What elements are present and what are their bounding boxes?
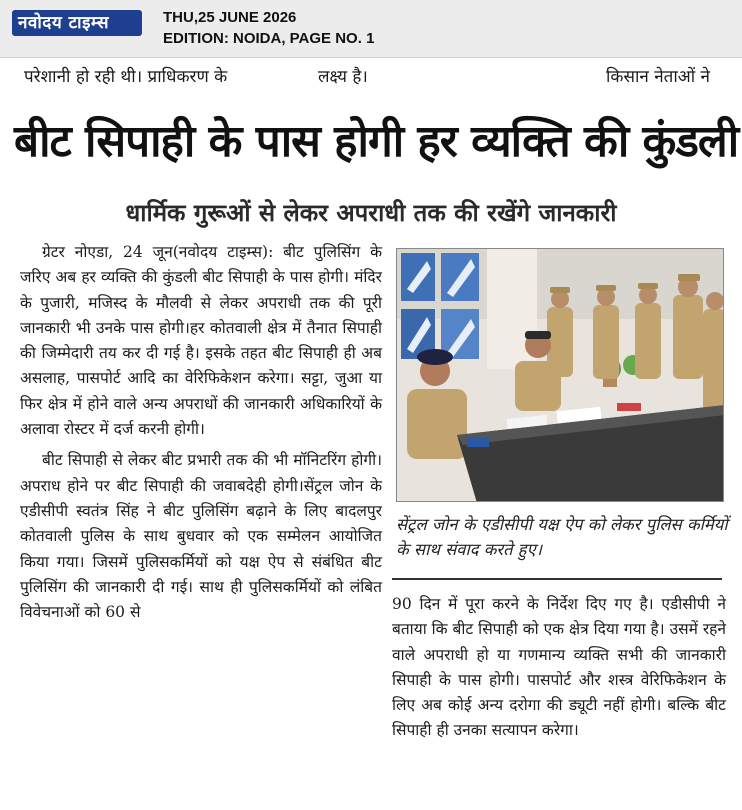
caption-divider xyxy=(392,578,722,580)
article-paragraph: ग्रेटर नोएडा, 24 जून(नवोदय टाइम्स): बीट पुलिसिंग के जरिए अब हर व्यक्ति की कुंडली बीट सिपाही के पास होगी। मंदिर के पुजारी, मजिस्द के मौलवी से लेकर अपराधी तक की पूरी जानकारी भी उनके पास होगी।हर कोतवाली क्षेत्र में तैनात सिपाही की जिम्मेदारी तय कर दी गई है। इसके तहत बीट सिपाही ही अब असलाह, पासपोर्ट आदि का वेरिफिकेशन करेगा। सट्टा, जुआ या फिर क्षेत्र में होने वाले अन्य अपराधों की जानकारी अधिकारियों के अलावा रोस्टर में दर्ज करनी होगी। xyxy=(20,243,382,439)
previous-article-col1: परेशानी हो रही थी। प्राधिकरण के xyxy=(24,67,228,87)
edition-date: THU,25 JUNE 2026 xyxy=(163,9,297,26)
article-photo xyxy=(396,248,724,502)
previous-article-col3: किसान नेताओं ने xyxy=(606,67,710,87)
photo-caption: सेंट्रल जोन के एडीसीपी यक्ष ऐप को लेकर पुलिस कर्मियों के साथ संवाद करते हुए। xyxy=(396,515,728,559)
newspaper-logo: नवोदय टाइम्स xyxy=(12,10,142,36)
article-paragraph: बीट सिपाही से लेकर बीट प्रभारी तक की भी मॉनिटरिंग होगी। अपराध होने पर बीट सिपाही की जवाबदेही होगी।सेंट्रल जोन के एडीसीपी स्वतंत्र सिंह ने बीट पुलिसिंग बढ़ाने के लिए बादलपुर कोतवाली पुलिस के साथ बुधवार को एक सम्मेलन आयोजित किया गया। जिसमें पुलिसकर्मियों को यक्ष ऐप से संबंधित बीट पुलिसिंग की जानकारी दी गई। साथ ही पुलिसकर्मियों को लंबित विवेचनाओं को 60 से xyxy=(20,451,382,622)
article-body-right xyxy=(392,592,726,744)
article-body-left xyxy=(20,240,382,625)
masthead-bar xyxy=(0,0,742,58)
article-subheadline: धार्मिक गुरूओं से लेकर अपराधी तक की रखेंगे जानकारी xyxy=(125,199,617,227)
previous-article-col2: लक्ष्य है। xyxy=(318,67,368,87)
edition-info: EDITION: NOIDA, PAGE NO. 1 xyxy=(163,30,375,47)
police-meeting-photo xyxy=(397,249,724,502)
article-headline: बीट सिपाही के पास होगी हर व्यक्ति की कुंडली xyxy=(14,116,739,167)
article-paragraph: 90 दिन में पूरा करने के निर्देश दिए गए है। एडीसीपी ने बताया कि बीट सिपाही को एक क्षेत्र दिया गया है। उसमें रहने वाले अपराधी हो या गणमान्य व्यक्ति सभी की जानकारी सिपाही के पास होगी। पासपोर्ट और शस्त्र वेरिफिकेशन के लिए अब कोई अन्य दरोगा की ड्यूटी नहीं होगी। बल्कि बीट सिपाही ही उनका सत्यापन करेगा। xyxy=(392,595,726,740)
